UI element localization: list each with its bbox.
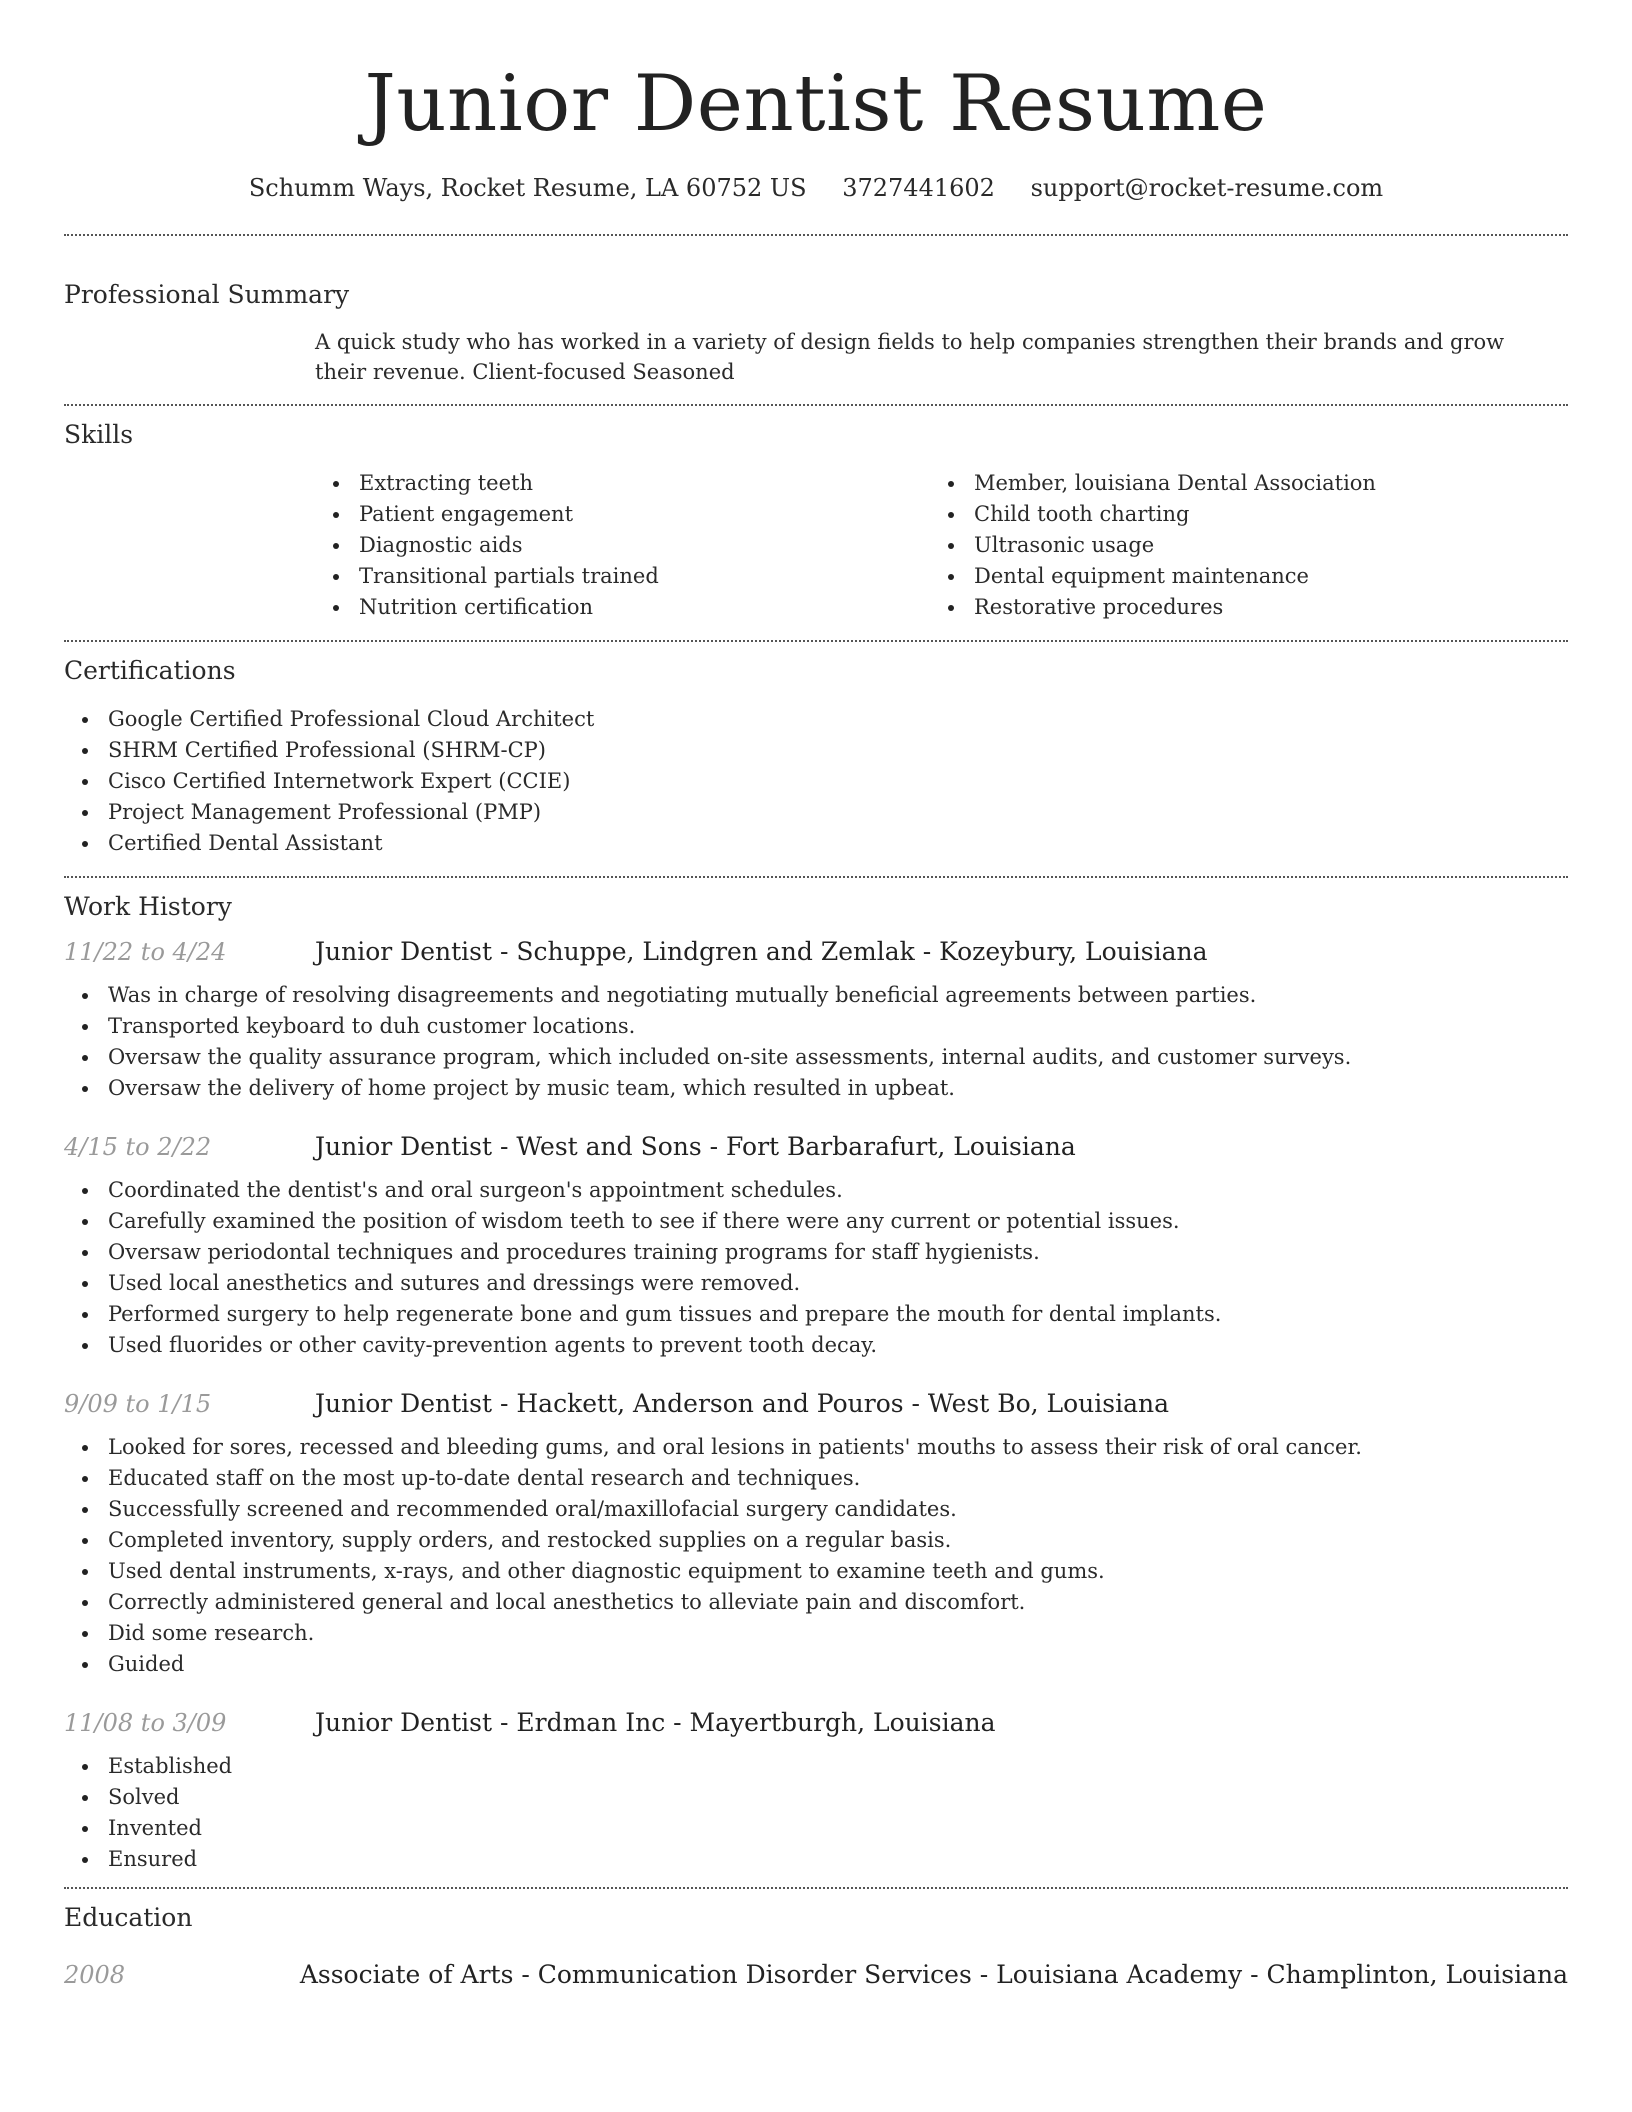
job-bullet: Coordinated the dentist's and oral surgeon's appointment schedules. xyxy=(64,1175,1568,1206)
job-bullet: Looked for sores, recessed and bleeding gums, and oral lesions in patients' mouths to assess their risk of oral cancer. xyxy=(64,1432,1568,1463)
job-bullet: Used local anesthetics and sutures and dressings were removed. xyxy=(64,1268,1568,1299)
job-bullet: Completed inventory, supply orders, and restocked supplies on a regular basis. xyxy=(64,1525,1568,1556)
contact-address: Schumm Ways, Rocket Resume, LA 60752 US xyxy=(248,174,807,202)
job-bullet: Was in charge of resolving disagreements and negotiating mutually beneficial agreements between parties. xyxy=(64,980,1568,1011)
skill-item: Member, louisiana Dental Association xyxy=(930,468,1545,499)
job-entry xyxy=(64,1129,1568,1361)
job-bullet: Educated staff on the most up-to-date dental research and techniques. xyxy=(64,1463,1568,1494)
job-entry xyxy=(64,934,1568,1104)
skills-columns xyxy=(315,468,1568,623)
skill-item: Diagnostic aids xyxy=(315,530,930,561)
education-year: 2008 xyxy=(64,1961,126,1989)
skills-list-left xyxy=(315,468,930,623)
skill-item: Child tooth charting xyxy=(930,499,1545,530)
contact-phone[interactable]: 3727441602 xyxy=(842,174,995,202)
contact-email[interactable]: support@rocket-resume.com xyxy=(1030,174,1384,202)
job-bullet: Ensured xyxy=(64,1844,1568,1875)
certification-item: Project Management Professional (PMP) xyxy=(64,797,1568,828)
education-title: Associate of Arts - Communication Disorder Services - Louisiana Academy - Champlinton, Louisiana xyxy=(299,1960,1568,1989)
resume-title: Junior Dentist Resume xyxy=(364,59,1268,149)
job-bullets xyxy=(64,1175,1568,1361)
skill-item: Nutrition certification xyxy=(315,592,930,623)
skill-item: Extracting teeth xyxy=(315,468,930,499)
skill-item: Transitional partials trained xyxy=(315,561,930,592)
education-entry xyxy=(64,1957,1568,1993)
job-bullet: Oversaw the quality assurance program, which included on-site assessments, internal audits, and customer surveys. xyxy=(64,1042,1568,1073)
job-bullet: Successfully screened and recommended oral/maxillofacial surgery candidates. xyxy=(64,1494,1568,1525)
job-dates: 11/22 to 4/24 xyxy=(64,938,227,966)
skill-item: Ultrasonic usage xyxy=(930,530,1545,561)
certifications-section xyxy=(64,654,1568,859)
job-title: Junior Dentist - Erdman Inc - Mayertburgh, Louisiana xyxy=(315,1708,996,1737)
job-header xyxy=(64,1386,1568,1422)
resume-page xyxy=(64,0,1568,1993)
job-bullet: Guided xyxy=(64,1649,1568,1680)
job-title: Junior Dentist - Hackett, Anderson and Pouros - West Bo, Louisiana xyxy=(315,1389,1170,1418)
job-header xyxy=(64,1705,1568,1741)
certification-item: Cisco Certified Internetwork Expert (CCIE) xyxy=(64,766,1568,797)
professional-summary-section xyxy=(64,278,1568,387)
job-bullet: Used dental instruments, x-rays, and other diagnostic equipment to examine teeth and gums. xyxy=(64,1556,1568,1587)
job-header xyxy=(64,1129,1568,1165)
section-heading-certifications: Certifications xyxy=(64,656,236,685)
job-bullet: Used fluorides or other cavity-prevention agents to prevent tooth decay. xyxy=(64,1330,1568,1361)
job-bullet: Correctly administered general and local anesthetics to alleviate pain and discomfort. xyxy=(64,1587,1568,1618)
skill-item: Patient engagement xyxy=(315,499,930,530)
job-entry xyxy=(64,1705,1568,1875)
job-dates: 4/15 to 2/22 xyxy=(64,1133,212,1161)
job-dates: 11/08 to 3/09 xyxy=(64,1709,227,1737)
job-bullet: Carefully examined the position of wisdom teeth to see if there were any current or potential issues. xyxy=(64,1206,1568,1237)
section-divider xyxy=(64,404,1568,406)
skills-section xyxy=(64,418,1568,623)
summary-text: A quick study who has worked in a variety of design fields to help companies strengthen their brands and grow their revenue. Client-focused Seasoned xyxy=(315,330,1505,384)
job-bullet: Established xyxy=(64,1751,1568,1782)
section-divider xyxy=(64,1887,1568,1889)
job-bullet: Oversaw the delivery of home project by music team, which resulted in upbeat. xyxy=(64,1073,1568,1104)
section-divider xyxy=(64,234,1568,236)
job-bullets xyxy=(64,980,1568,1104)
section-divider xyxy=(64,640,1568,642)
job-bullets xyxy=(64,1432,1568,1680)
section-heading-education: Education xyxy=(64,1903,193,1932)
job-bullet: Did some research. xyxy=(64,1618,1568,1649)
job-bullets xyxy=(64,1751,1568,1875)
job-bullet: Transported keyboard to duh customer locations. xyxy=(64,1011,1568,1042)
skills-list-right xyxy=(930,468,1545,623)
certification-item: SHRM Certified Professional (SHRM-CP) xyxy=(64,735,1568,766)
job-bullet: Solved xyxy=(64,1782,1568,1813)
job-bullet: Performed surgery to help regenerate bone and gum tissues and prepare the mouth for dental implants. xyxy=(64,1299,1568,1330)
job-dates: 9/09 to 1/15 xyxy=(64,1390,212,1418)
section-heading-skills: Skills xyxy=(64,420,134,449)
job-entry xyxy=(64,1386,1568,1680)
job-title: Junior Dentist - Schuppe, Lindgren and Zemlak - Kozeybury, Louisiana xyxy=(315,937,1208,966)
section-heading-summary: Professional Summary xyxy=(64,280,350,309)
certification-item: Certified Dental Assistant xyxy=(64,828,1568,859)
contact-line xyxy=(64,170,1568,206)
skill-item: Dental equipment maintenance xyxy=(930,561,1545,592)
certification-item: Google Certified Professional Cloud Architect xyxy=(64,704,1568,735)
section-divider xyxy=(64,876,1568,878)
job-bullet: Invented xyxy=(64,1813,1568,1844)
section-heading-work: Work History xyxy=(64,892,232,921)
job-title: Junior Dentist - West and Sons - Fort Barbarafurt, Louisiana xyxy=(315,1132,1076,1161)
skill-item: Restorative procedures xyxy=(930,592,1545,623)
job-bullet: Oversaw periodontal techniques and procedures training programs for staff hygienists. xyxy=(64,1237,1568,1268)
work-history-section xyxy=(64,890,1568,1875)
education-section xyxy=(64,1901,1568,1993)
job-header xyxy=(64,934,1568,970)
certifications-list xyxy=(64,704,1568,859)
